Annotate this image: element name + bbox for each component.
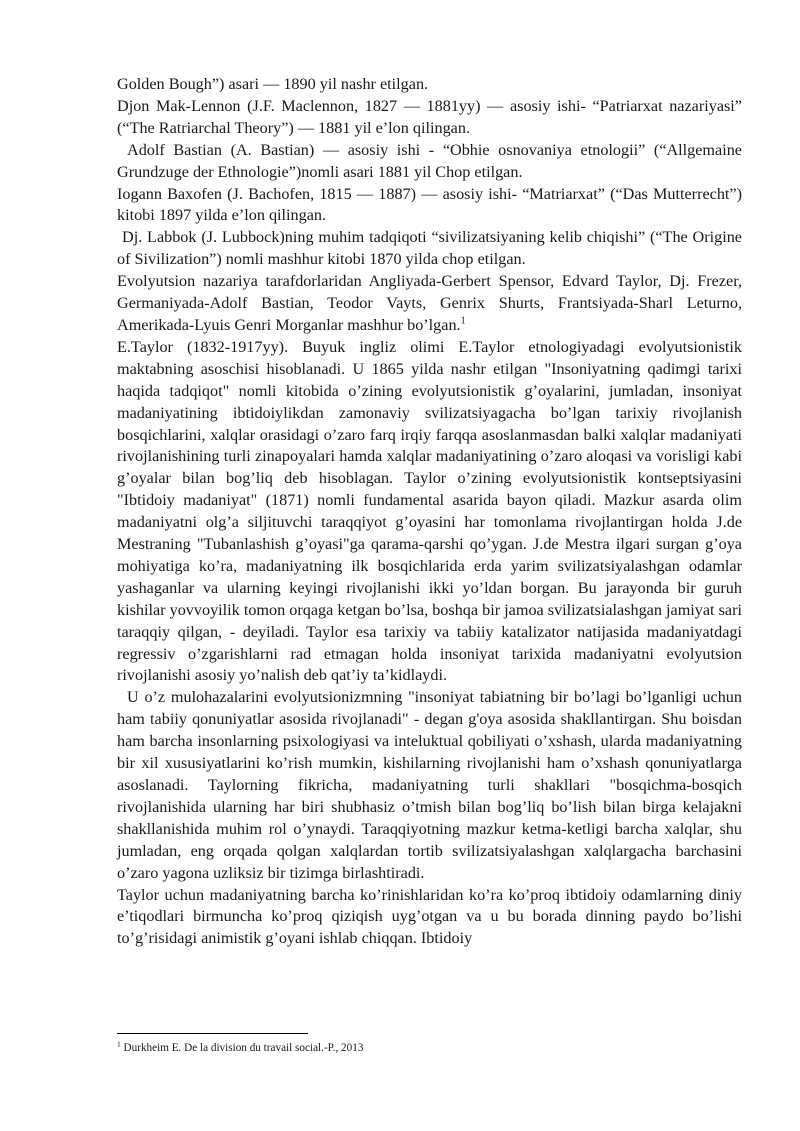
footnote <box>117 1041 742 1055</box>
footnote-separator <box>117 1033 308 1034</box>
footnote-reference: 1 <box>460 315 466 327</box>
footnote-text: Durkheim E. De la division du travail social.-P., 2013 <box>123 1042 364 1054</box>
paragraph-taylor: E.Taylor (1832-1917yy). Buyuk ingliz olimi E.Taylor etnologiyadagi evolyutsionistik maktabning asoschisi hisoblanadi. U 1865 yilda nashr etilgan "Insoniyatning qadimgi tarixi haqida tadqiqot" nomli kitobida o’zining evolyutsionistik g’oyalarini, jumladan, insoniyat madaniyatining ibtidoiylikdan zamonaviy svilizatsiyagacha bo’lgan tarixiy rivojlanish bosqichlarini, xalqlar orasidagi o’zaro farq irqiy farqqa asoslanmasdan balki xalqlar madaniyati rivojlanishining turli zinapoyalari hamda xalqlar madaniyatining o’zaro aloqasi va vorisligi kabi g’oyalar bilan bog’liq deb hisoblagan. Taylor o’zining evolyutsionistik kontseptsiyasini "Ibtidoiy madaniyat" (1871) nomli fundamental asarida bayon qiladi. Mazkur asarda olim madaniyatni olg’a siljituvchi taraqqiyot g’oyasini har tomonlama rivojlantirgan holda J.de Mestraning "Tubanlashish g’oyasi"ga qarama-qarshi qo’ygan. J.de Mestra ilgari surgan g’oya mohiyatiga ko’ra, madaniyatning ilk bosqichlarida erda yarim svilizatsiyalashgan odamlar yashaganlar va ularning keyingi rivojlanishi ikki yo’ldan borgan. Bu jarayonda bir guruh kishilar yovvoyilik tomon orqaga ketgan bo’lsa, boshqa bir jamoa svilizatsialashgan jamiyat sari taraqqiy qilgan, - deyiladi. Taylor esa tarixiy va tabiiy katalizator natijasida madaniyatdagi regressiv o’zgarishlarni rad etmagan holda insoniyat tarixida madaniyatni evolyutsion rivojlanishi asosiy yo’nalish deb qat’iy ta’kidlaydi. <box>117 337 742 685</box>
paragraph-maclennan: Djon Mak-Lennon (J.F. Maclennon, 1827 — 1881yy) — asosiy ishi- “Patriarxat nazariyasi” (“The Ratriarchal Theory”) — 1881 yil e’lon qilingan. <box>117 96 742 137</box>
paragraph-taylor-religion: Taylor uchun madaniyatning barcha ko’rinishlaridan ko’ra ko’proq ibtidoiy odamlarning diniy e’tiqodlari birmuncha ko’proq qiziqish uyg’otgan va u bu borada dinning paydo bo’lishi to’g’risidagi animistik g’oyani ishlab chiqqan. Ibtidoiy <box>117 885 742 948</box>
document-body <box>117 74 742 950</box>
paragraph-golden-bough: Golden Bough”) asari — 1890 yil nashr etilgan. <box>117 75 429 93</box>
paragraph-bachofen: Iogann Baxofen (J. Bachofen, 1815 — 1887) — asosiy ishi- “Matriarxat” (“Das Mutterrecht”) kitobi 1897 yilda e’lon qilingan. <box>117 184 742 225</box>
paragraph-evolutionists-text: Evolyutsion nazariya tarafdorlaridan Angliyada-Gerbert Spensor, Edvard Taylor, Dj. Frezer, Germaniyada-Adolf Bastian, Teodor Vayts, Genrix Shurts, Frantsiyada-Sharl Leturno, Amerikada-Lyuis Genri Morganlar mashhur bo’lgan. <box>117 272 742 334</box>
paragraph-lubbock: Dj. Labbok (J. Lubbock)ning muhim tadqiqoti “sivilizatsiyaning kelib chiqishi” (“The Origine of Sivilization”) nomli mashhur kitobi 1870 yilda chop etilgan. <box>117 228 742 269</box>
footnote-marker: 1 <box>117 1039 121 1049</box>
paragraph-evolutionists <box>117 271 742 337</box>
paragraph-bastian: Adolf Bastian (A. Bastian) — asosiy ishi - “Obhie osnovaniya etnologii” (“Allgemaine Grundzuge der Ethnologie”)nomli asari 1881 yil Chop etilgan. <box>117 140 742 181</box>
paragraph-taylor-views: U o’z mulohazalarini evolyutsionizmning "insoniyat tabiatning bir bo’lagi bo’lganligi uchun ham tabiiy qonuniyatlar asosida rivojlanadi" - degan g'oya asosida shakllantirgan. Shu boisdan ham barcha insonlarning psixologiyasi va inteluktual qobiliyati o’xshash, ularda madaniyatning bir xil xususiyatlarini ko’rish mumkin, kishilarning rivojlanishi ham o’xshash qonuniyatlarga asoslanadi. Taylorning fikricha, madaniyatning turli shakllari "bosqichma-bosqich rivojlanishida ularning har biri shubhasiz o’tmish bilan bog’liq bo’lish bilan birga kelajakni shakllanishida muhim rol o’ynaydi. Taraqqiyotning mazkur ketma-ketligi barcha xalqlar, shu jumladan, eng orqada qolgan xalqlardan tortib svilizatsiyalashgan xalqlargacha barchasini o’zaro yagona uzliksiz bir tizimga birlashtiradi. <box>117 688 742 882</box>
